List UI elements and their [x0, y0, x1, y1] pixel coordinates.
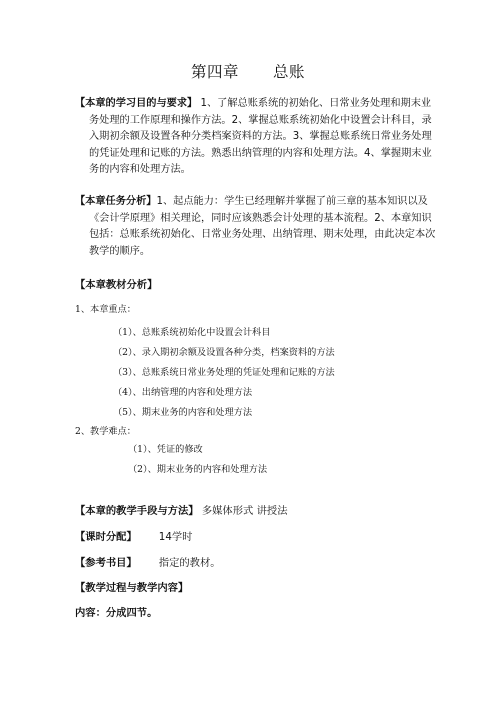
task-analysis-paragraph [75, 194, 439, 260]
process-heading: 【教学过程与教学内容】 [75, 582, 189, 594]
task-analysis-label: 【本章任务分析】 [75, 196, 157, 207]
chapter-number: 第四章 [190, 63, 239, 81]
methods-line [75, 502, 288, 517]
objectives-paragraph [75, 96, 439, 179]
references-label: 【参考书目】 [75, 557, 137, 569]
chapter-title [0, 60, 496, 82]
objectives-text: 1、了解总账系统的初始化、日常业务处理和期末业务处理的工作原理和操作方法。2、掌握总账系统初始化中设置会计科目，录入期初余额及设置各种分类档案资料的方法。3、掌握总账系统日常业务处理的凭证处理和记账的方法。熟悉出纳管理的内容和处理方法。4、掌握期末业务的内容和处理方法。 [89, 98, 432, 175]
methods-label: 【本章的教学手段与方法】 [75, 505, 199, 517]
methods-value: 多媒体形式 讲授法 [201, 505, 288, 517]
key-point-item: （1）、总账系统初始化中设置会计科目 [113, 327, 271, 338]
references-value: 指定的教材。 [158, 557, 221, 569]
references-line [75, 554, 221, 569]
key-points-heading: 1、本章重点： [75, 304, 136, 315]
chapter-name: 总账 [273, 63, 306, 81]
difficulty-item: （1）、凭证的修改 [128, 444, 203, 455]
key-point-item: （4）、出纳管理的内容和处理方法 [113, 387, 253, 398]
objectives-label: 【本章的学习目的与要求】 [75, 98, 198, 109]
hours-value: 14学时 [158, 531, 193, 543]
difficulty-item: （2）、期末业务的内容和处理方法 [128, 464, 268, 475]
hours-line [75, 528, 192, 543]
material-analysis-heading: 【本章教材分析】 [75, 279, 158, 291]
difficulties-heading: 2、教学难点： [75, 426, 136, 437]
key-point-item: （5）、期末业务的内容和处理方法 [113, 407, 253, 418]
key-point-item: （3）、总账系统日常业务处理的凭证处理和记账的方法 [113, 367, 335, 378]
key-point-item: （2）、录入期初余额及设置各种分类，档案资料的方法 [113, 347, 335, 358]
content-line: 内容：分成四节。 [75, 607, 158, 619]
task-analysis-text: 1、起点能力：学生已经理解并掌握了前三章的基本知识以及《会计学原理》相关理论，同时应该熟悉会计处理的基本流程。2、本章知识包括：总账系统初始化、日常业务处理、出纳管理、期末处理，由此决定本次教学的顺序。 [89, 196, 436, 257]
hours-label: 【课时分配】 [75, 531, 137, 543]
